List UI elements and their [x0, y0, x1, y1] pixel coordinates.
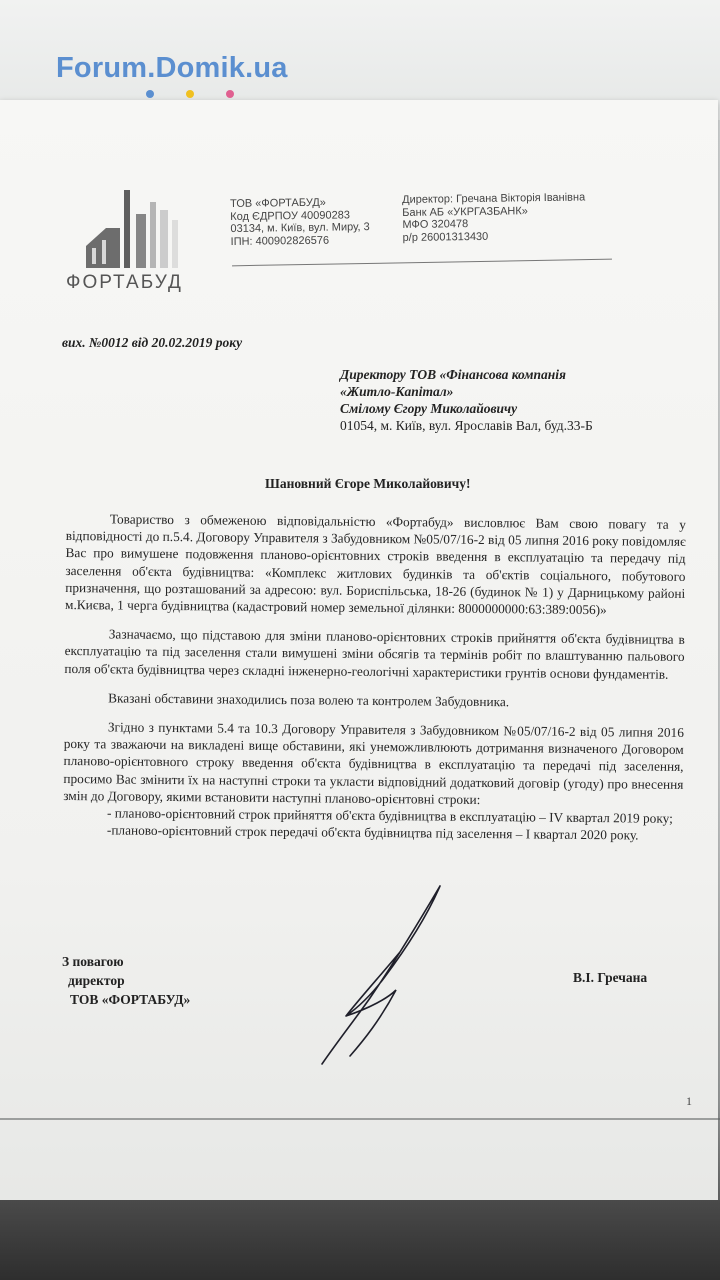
watermark-dot-yellow	[186, 90, 194, 98]
addressee-line: Смілому Єгору Миколайовичу	[340, 401, 518, 416]
requisite-line: ІПН: 400902826576	[230, 234, 330, 248]
director-bank-details	[402, 191, 586, 244]
company-logo	[66, 188, 216, 300]
requisite-line: Код ЄДРПОУ 40090283	[230, 208, 351, 223]
logo-buildings-icon	[80, 188, 200, 268]
closing-line: ТОВ «ФОРТАБУД»	[70, 992, 191, 1007]
page-number: 1	[686, 1094, 692, 1108]
body-paragraph: Вказані обставини знаходились поза волею та контролем Забудовника.	[108, 690, 510, 710]
requisite-line: 03134, м. Київ, вул. Миру, 3	[230, 221, 370, 235]
requisite-line: ТОВ «ФОРТАБУД»	[230, 196, 326, 210]
handwritten-signature-icon	[300, 880, 460, 1070]
logo-wordmark: ФОРТАБУД	[66, 272, 183, 293]
addressee-block	[340, 366, 593, 434]
watermark-dot-pink	[226, 90, 234, 98]
watermark-text: Forum.Domik.ua	[56, 52, 288, 84]
body-paragraph: Товариство з обмеженою відповідальністю «Фортабуд» висловлює Вам свою повагу та у відповідності до п.5.4. Договору Управителя з Забудовником №05/07/16-2 від 05 липня 2016 року повідомляє Вас про вимушене подовження планово-орієнтовних строків введення в експлуатацію та передачу під заселення об'єкта будівництва: «Комплекс житлових будинків та об'єктів соціального, побутового призначення, що розташований за адресою: вул. Бориспільська, 18-26 (будинок № 1) у Дарницькому районі м.Києва, 1 черга будівництва (кадастровий номер земельної ділянки: 8000000000:63:389:0056)»	[65, 511, 686, 618]
body-paragraph: Згідно з пунктами 5.4 та 10.3 Договору Управителя з Забудовником №05/07/16-2 від 05 липня 2016 року та зважаючи на викладені вище обставини, які унеможливлюють дотримання визначеного Договором планово-орієнтовного строку введення об'єкта будівництва в експлуатацію та передачі під заселення, просимо Вас змінити їх на наступні строки та укласти відповідний додатковий договір (угоду) про внесення змін до Договору, якими встановити наступні планово-орієнтовні строки:	[63, 719, 684, 807]
bank-line: МФО 320478	[402, 218, 469, 231]
outgoing-reference: вих. №0012 від 20.02.2019 року	[62, 335, 243, 350]
addressee-line: Директору ТОВ «Фінансова компанія	[340, 367, 566, 382]
letter-body	[63, 510, 686, 844]
closing-block	[62, 952, 190, 1009]
bank-line: Банк АБ «УКРГАЗБАНК»	[402, 204, 528, 219]
closing-line: З повагою	[62, 954, 124, 969]
bank-line: Директор: Гречана Вікторія Іванівна	[402, 191, 586, 206]
deadline-item: - планово-орієнтовний строк прийняття об'єкта будівництва в експлуатацію – IV квартал 2019 року;	[107, 805, 673, 826]
signer-name: В.І. Гречана	[573, 970, 648, 985]
addressee-address: 01054, м. Київ, вул. Ярославів Вал, буд.33-Б	[340, 418, 593, 433]
addressee-line: «Житло-Капітал»	[340, 384, 454, 399]
closing-line: директор	[68, 973, 125, 988]
bank-line: р/р 26001313430	[402, 230, 489, 244]
watermark-dot-blue	[146, 90, 154, 98]
table-surface	[0, 1200, 720, 1280]
body-paragraph: Зазначаємо, що підставою для зміни планово-орієнтовних строків прийняття об'єкта будівництва в експлуатацію та під заселення стали вимушені зміни обсягів та термінів робіт по влаштуванню пальового поля об'єкта будівництва через складні інженерно-геологічні характеристики грунтів основи фундаментів.	[64, 626, 685, 682]
deadline-item: -планово-орієнтовний строк передачі об'єкта будівництва під заселення – I квартал 2020 року.	[106, 822, 639, 843]
page-edge-line	[0, 1118, 720, 1120]
salutation: Шановний Єгоре Миколайовичу!	[265, 476, 471, 491]
company-requisites	[230, 196, 370, 248]
